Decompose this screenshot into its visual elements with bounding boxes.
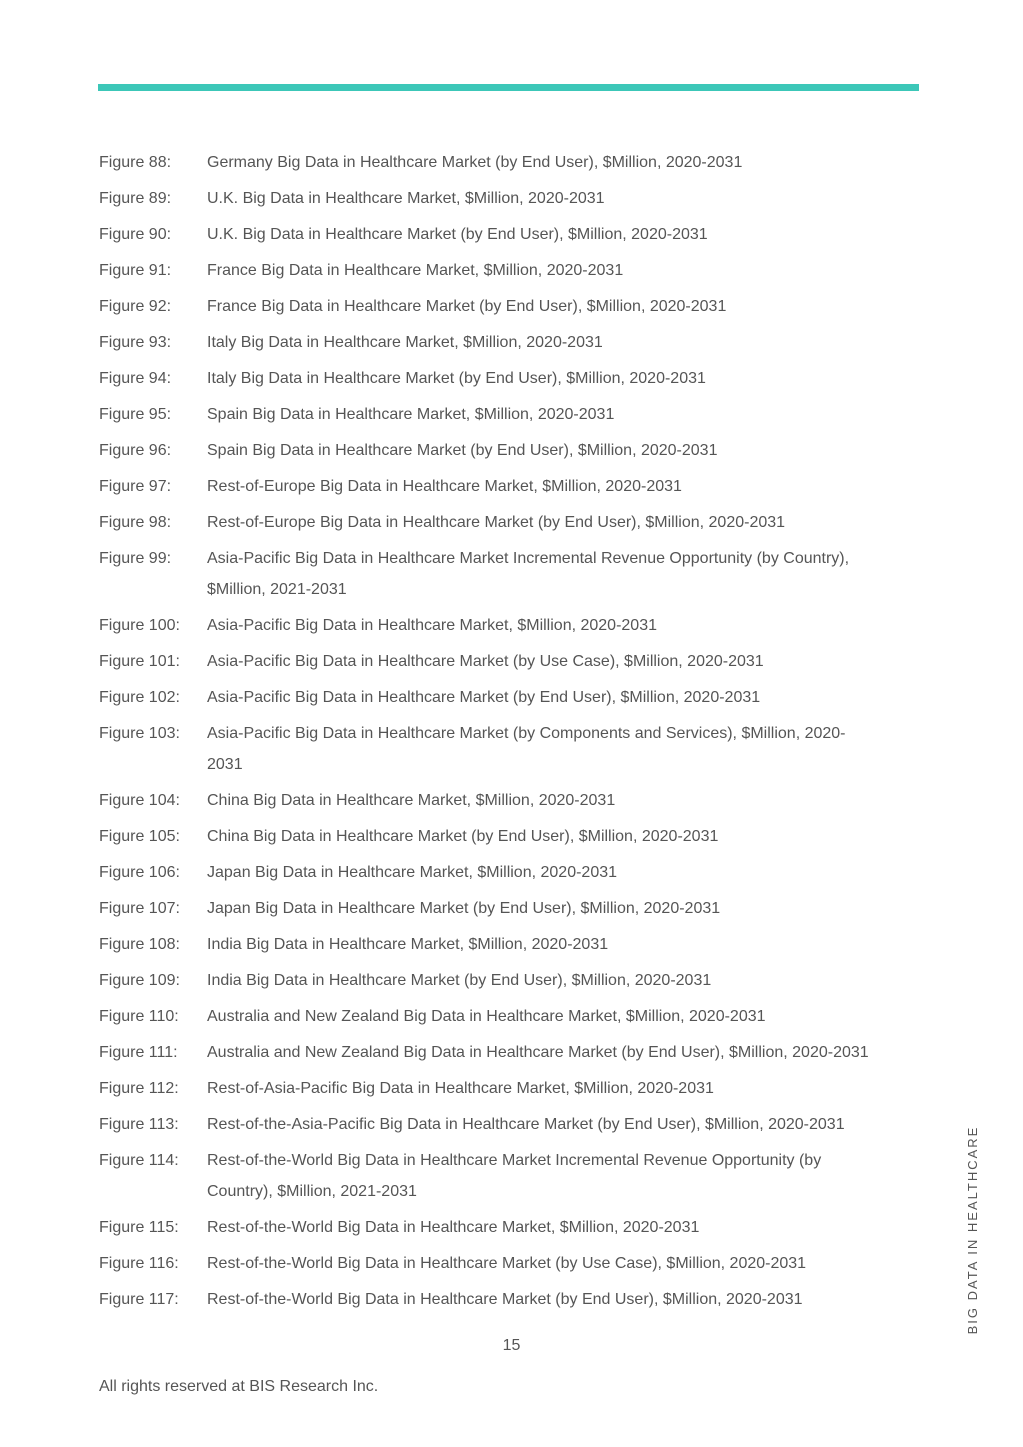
- figure-title: [207, 219, 929, 250]
- list-item: [99, 965, 929, 996]
- list-item: [99, 718, 929, 780]
- figure-title-line: Rest-of-Europe Big Data in Healthcare Market, $Million, 2020-2031: [207, 478, 682, 495]
- figure-number: Figure 106:: [99, 864, 180, 881]
- figure-title-line: Japan Big Data in Healthcare Market, $Million, 2020-2031: [207, 864, 618, 881]
- list-item: [99, 1037, 929, 1068]
- figure-title: [207, 646, 929, 677]
- figure-title-line: Germany Big Data in Healthcare Market (by End User), $Million, 2020-2031: [207, 154, 743, 171]
- figure-title-line: Australia and New Zealand Big Data in Healthcare Market, $Million, 2020-2031: [207, 1008, 766, 1025]
- figure-number: Figure 98:: [99, 514, 172, 531]
- figure-title: [207, 1248, 929, 1279]
- figure-title-line: Italy Big Data in Healthcare Market (by End User), $Million, 2020-2031: [207, 370, 706, 387]
- list-item: [99, 435, 929, 466]
- figure-title-line: Rest-of-the-Asia-Pacific Big Data in Healthcare Market (by End User), $Million, 2020-2031: [207, 1116, 845, 1133]
- figure-number: Figure 110:: [99, 1008, 179, 1025]
- figure-number: Figure 109:: [99, 972, 180, 989]
- figure-number: Figure 111:: [99, 1044, 178, 1061]
- figure-title-line: Asia-Pacific Big Data in Healthcare Market (by Components and Services), $Million, 2020-: [207, 725, 846, 742]
- figure-title-line: Spain Big Data in Healthcare Market, $Million, 2020-2031: [207, 406, 615, 423]
- figure-number: Figure 88:: [99, 154, 172, 171]
- page-number: 15: [502, 1337, 521, 1354]
- figure-number: Figure 96:: [99, 442, 172, 459]
- figure-number: Figure 89:: [99, 190, 172, 207]
- figure-number: Figure 92:: [99, 298, 172, 315]
- figure-title-line: U.K. Big Data in Healthcare Market (by End User), $Million, 2020-2031: [207, 226, 708, 243]
- list-item: [99, 857, 929, 888]
- figure-title: [207, 682, 929, 713]
- list-item: [99, 821, 929, 852]
- figure-title-line: France Big Data in Healthcare Market (by End User), $Million, 2020-2031: [207, 298, 727, 315]
- list-item: [99, 183, 929, 214]
- figure-title: [207, 965, 929, 996]
- list-item: [99, 1212, 929, 1243]
- figure-number: Figure 113:: [99, 1116, 179, 1133]
- figure-title: [207, 1212, 929, 1243]
- figure-title-line: U.K. Big Data in Healthcare Market, $Million, 2020-2031: [207, 190, 605, 207]
- list-item: [99, 1109, 929, 1140]
- figure-title-line: 2031: [207, 756, 243, 773]
- figure-title-line: Rest-of-Asia-Pacific Big Data in Healthcare Market, $Million, 2020-2031: [207, 1080, 714, 1097]
- figure-title: [207, 929, 929, 960]
- list-item: [99, 1001, 929, 1032]
- list-of-figures: [99, 147, 929, 1320]
- figure-title-line: Rest-of-the-World Big Data in Healthcare Market, $Million, 2020-2031: [207, 1219, 700, 1236]
- figure-title: [207, 183, 929, 214]
- figure-number: Figure 117:: [99, 1291, 179, 1308]
- figure-title-line: Rest-of-Europe Big Data in Healthcare Market (by End User), $Million, 2020-2031: [207, 514, 786, 531]
- list-item: [99, 893, 929, 924]
- figure-number: Figure 94:: [99, 370, 172, 387]
- figure-title: [207, 821, 929, 852]
- list-item: [99, 1248, 929, 1279]
- figure-title: [207, 255, 929, 286]
- figure-number: Figure 99:: [99, 550, 172, 567]
- list-item: [99, 291, 929, 322]
- list-item: [99, 1073, 929, 1104]
- figure-title-line: India Big Data in Healthcare Market (by End User), $Million, 2020-2031: [207, 972, 712, 989]
- figure-title-line: $Million, 2021-2031: [207, 581, 347, 598]
- figure-title: [207, 1001, 929, 1032]
- header-accent-bar: [98, 84, 919, 91]
- list-item: [99, 929, 929, 960]
- figure-number: Figure 105:: [99, 828, 180, 845]
- figure-number: Figure 112:: [99, 1080, 179, 1097]
- list-item: [99, 543, 929, 605]
- list-item: [99, 327, 929, 358]
- list-item: [99, 1284, 929, 1315]
- figure-title: [207, 435, 929, 466]
- figure-title-line: Italy Big Data in Healthcare Market, $Million, 2020-2031: [207, 334, 603, 351]
- figure-title-line: Australia and New Zealand Big Data in Healthcare Market (by End User), $Million, 2020-2031: [207, 1044, 869, 1061]
- figure-title: [207, 471, 929, 502]
- figure-title: [207, 610, 929, 641]
- figure-number: Figure 108:: [99, 936, 180, 953]
- figure-title-line: Rest-of-the-World Big Data in Healthcare Market (by End User), $Million, 2020-2031: [207, 1291, 803, 1308]
- figure-title: [207, 1037, 929, 1068]
- footer-copyright: All rights reserved at BIS Research Inc.: [99, 1378, 379, 1395]
- figure-title-line: Country), $Million, 2021-2031: [207, 1183, 417, 1200]
- figure-title: [207, 507, 929, 538]
- figure-title: [207, 893, 929, 924]
- list-item: [99, 682, 929, 713]
- side-document-title: BIG DATA IN HEALTHCARE: [965, 1125, 980, 1335]
- figure-number: Figure 116:: [99, 1255, 179, 1272]
- figure-title: [207, 147, 929, 178]
- figure-number: Figure 90:: [99, 226, 172, 243]
- figure-number: Figure 114:: [99, 1152, 179, 1169]
- list-item: [99, 255, 929, 286]
- list-item: [99, 219, 929, 250]
- list-item: [99, 147, 929, 178]
- list-item: [99, 399, 929, 430]
- figure-number: Figure 102:: [99, 689, 180, 706]
- figure-number: Figure 100:: [99, 617, 180, 634]
- figure-title: [207, 785, 929, 816]
- figure-title-line: China Big Data in Healthcare Market (by End User), $Million, 2020-2031: [207, 828, 719, 845]
- figure-title-line: Japan Big Data in Healthcare Market (by End User), $Million, 2020-2031: [207, 900, 721, 917]
- figure-title-line: Asia-Pacific Big Data in Healthcare Market, $Million, 2020-2031: [207, 617, 657, 634]
- figure-title: [207, 543, 929, 605]
- figure-number: Figure 103:: [99, 725, 180, 742]
- figure-title: [207, 399, 929, 430]
- figure-number: Figure 97:: [99, 478, 172, 495]
- figure-title-line: Asia-Pacific Big Data in Healthcare Market (by Use Case), $Million, 2020-2031: [207, 653, 764, 670]
- figure-number: Figure 107:: [99, 900, 180, 917]
- figure-title-line: Spain Big Data in Healthcare Market (by End User), $Million, 2020-2031: [207, 442, 718, 459]
- list-item: [99, 1145, 929, 1207]
- figure-number: Figure 91:: [99, 262, 172, 279]
- figure-title-line: France Big Data in Healthcare Market, $Million, 2020-2031: [207, 262, 624, 279]
- figure-title-line: China Big Data in Healthcare Market, $Million, 2020-2031: [207, 792, 616, 809]
- figure-number: Figure 101:: [99, 653, 180, 670]
- figure-title: [207, 857, 929, 888]
- figure-title-line: Asia-Pacific Big Data in Healthcare Market Incremental Revenue Opportunity (by Country),: [207, 550, 850, 567]
- figure-title: [207, 1073, 929, 1104]
- list-item: [99, 646, 929, 677]
- figure-title: [207, 291, 929, 322]
- figure-title-line: Rest-of-the-World Big Data in Healthcare Market Incremental Revenue Opportunity (by: [207, 1152, 822, 1169]
- figure-title: [207, 1109, 929, 1140]
- figure-number: Figure 104:: [99, 792, 180, 809]
- list-item: [99, 471, 929, 502]
- list-item: [99, 507, 929, 538]
- figure-title-line: Asia-Pacific Big Data in Healthcare Market (by End User), $Million, 2020-2031: [207, 689, 761, 706]
- figure-title-line: India Big Data in Healthcare Market, $Million, 2020-2031: [207, 936, 609, 953]
- figure-title: [207, 363, 929, 394]
- list-item: [99, 785, 929, 816]
- list-item: [99, 610, 929, 641]
- figure-number: Figure 115:: [99, 1219, 179, 1236]
- figure-title: [207, 718, 929, 780]
- figure-title: [207, 1284, 929, 1315]
- list-item: [99, 363, 929, 394]
- figure-title: [207, 1145, 929, 1207]
- figure-title: [207, 327, 929, 358]
- figure-title-line: Rest-of-the-World Big Data in Healthcare Market (by Use Case), $Million, 2020-2031: [207, 1255, 807, 1272]
- figure-number: Figure 95:: [99, 406, 172, 423]
- figure-number: Figure 93:: [99, 334, 172, 351]
